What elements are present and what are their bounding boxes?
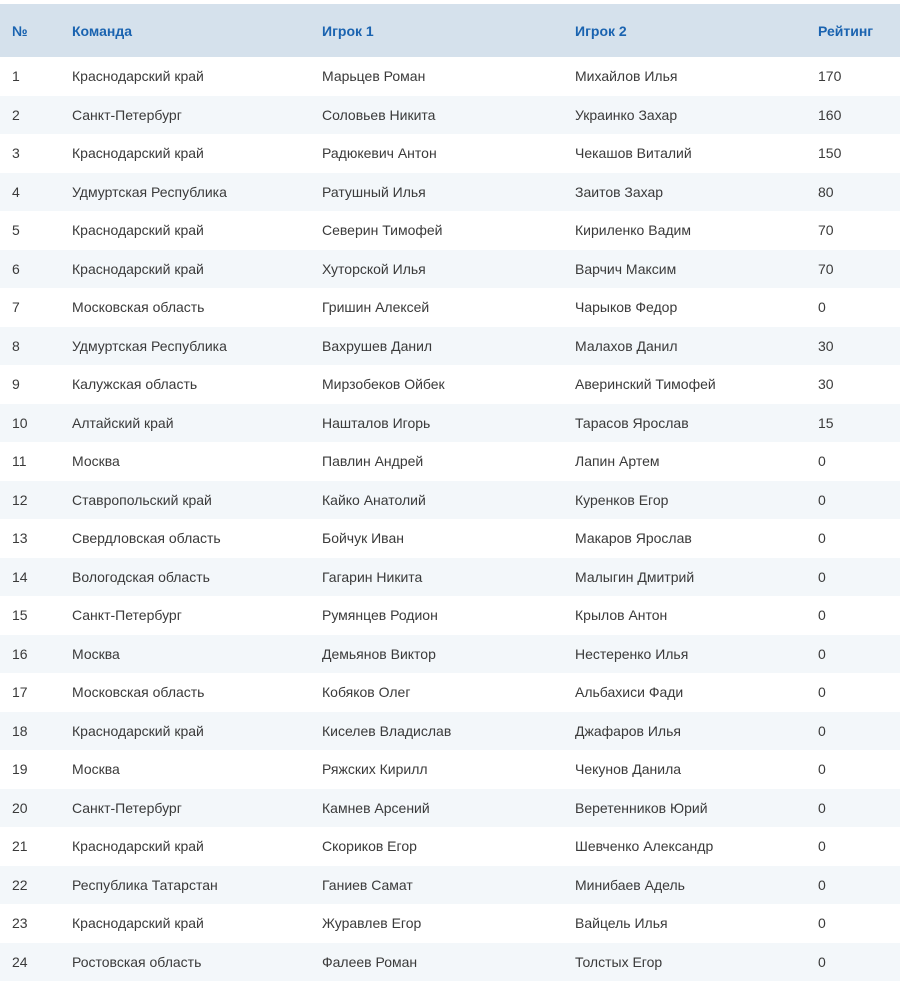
- cell-num: 1: [12, 68, 20, 85]
- cell-num: 15: [12, 607, 28, 624]
- header-player2[interactable]: Игрок 2: [575, 22, 627, 39]
- table-row: [0, 96, 900, 135]
- cell-team: Краснодарский край: [72, 145, 204, 162]
- cell-team: Ставропольский край: [72, 491, 212, 508]
- header-num[interactable]: №: [12, 22, 28, 39]
- table-row: [0, 211, 900, 250]
- header-row: [0, 4, 900, 57]
- table-row: [0, 943, 900, 982]
- cell-player1: Соловьев Никита: [322, 106, 436, 123]
- cell-player1: Павлин Андрей: [322, 453, 424, 470]
- cell-num: 23: [12, 915, 28, 932]
- cell-team: Санкт-Петербург: [72, 607, 182, 624]
- cell-player1: Ряжских Кирилл: [322, 761, 428, 778]
- cell-rating: 0: [818, 568, 826, 585]
- cell-player1: Камнев Арсений: [322, 799, 430, 816]
- header-player1[interactable]: Игрок 1: [322, 22, 374, 39]
- cell-player2: Вайцель Илья: [575, 915, 668, 932]
- cell-player2: Веретенников Юрий: [575, 799, 708, 816]
- cell-rating: 0: [818, 607, 826, 624]
- cell-team: Московская область: [72, 684, 205, 701]
- table-row: [0, 365, 900, 404]
- cell-num: 8: [12, 337, 20, 354]
- cell-num: 13: [12, 530, 28, 547]
- table-row: [0, 558, 900, 597]
- table-row: [0, 442, 900, 481]
- cell-player1: Фалеев Роман: [322, 953, 418, 970]
- cell-team: Вологодская область: [72, 568, 210, 585]
- cell-player1: Кайко Анатолий: [322, 491, 426, 508]
- cell-player2: Аверинский Тимофей: [575, 376, 716, 393]
- cell-player1: Бойчук Иван: [322, 530, 404, 547]
- cell-num: 20: [12, 799, 28, 816]
- cell-rating: 170: [818, 68, 842, 85]
- cell-player2: Тарасов Ярослав: [575, 414, 689, 431]
- header-rating[interactable]: Рейтинг: [818, 22, 874, 39]
- cell-team: Краснодарский край: [72, 838, 204, 855]
- cell-num: 12: [12, 491, 28, 508]
- cell-player1: Кобяков Олег: [322, 684, 411, 701]
- cell-team: Московская область: [72, 299, 205, 316]
- cell-player1: Ратушный Илья: [322, 183, 426, 200]
- cell-player2: Джафаров Илья: [575, 722, 681, 739]
- cell-player2: Чарыков Федор: [575, 299, 678, 316]
- cell-player2: Макаров Ярослав: [575, 530, 692, 547]
- cell-player1: Вахрушев Данил: [322, 337, 433, 354]
- cell-player1: Журавлев Егор: [322, 915, 422, 932]
- cell-player1: Киселев Владислав: [322, 722, 452, 739]
- cell-rating: 0: [818, 491, 826, 508]
- cell-num: 7: [12, 299, 20, 316]
- table-row: [0, 596, 900, 635]
- cell-num: 21: [12, 838, 28, 855]
- cell-player2: Заитов Захар: [575, 183, 664, 200]
- cell-team: Удмуртская Республика: [72, 183, 227, 200]
- table-row: [0, 134, 900, 173]
- table-row: [0, 635, 900, 674]
- cell-rating: 0: [818, 530, 826, 547]
- cell-num: 3: [12, 145, 20, 162]
- cell-team: Москва: [72, 761, 120, 778]
- cell-team: Краснодарский край: [72, 260, 204, 277]
- cell-rating: 0: [818, 915, 826, 932]
- table-body: [0, 57, 900, 981]
- cell-player1: Скориков Егор: [322, 838, 417, 855]
- cell-rating: 0: [818, 722, 826, 739]
- table-row: [0, 866, 900, 905]
- cell-rating: 0: [818, 953, 826, 970]
- cell-team: Республика Татарстан: [72, 876, 218, 893]
- table-row: [0, 288, 900, 327]
- cell-num: 16: [12, 645, 28, 662]
- cell-player1: Мирзобеков Ойбек: [322, 376, 445, 393]
- cell-team: Санкт-Петербург: [72, 106, 182, 123]
- cell-team: Санкт-Петербург: [72, 799, 182, 816]
- cell-rating: 30: [818, 376, 834, 393]
- cell-num: 4: [12, 183, 20, 200]
- header-team[interactable]: Команда: [72, 22, 132, 39]
- ranking-table: [0, 4, 900, 981]
- cell-rating: 160: [818, 106, 842, 123]
- table-row: [0, 673, 900, 712]
- table-row: [0, 404, 900, 443]
- cell-team: Краснодарский край: [72, 222, 204, 239]
- cell-num: 11: [12, 453, 27, 470]
- cell-rating: 70: [818, 260, 834, 277]
- table-row: [0, 57, 900, 96]
- cell-rating: 70: [818, 222, 834, 239]
- cell-player1: Гришин Алексей: [322, 299, 430, 316]
- cell-player2: Крылов Антон: [575, 607, 668, 624]
- cell-team: Краснодарский край: [72, 68, 204, 85]
- cell-player2: Кириленко Вадим: [575, 222, 691, 239]
- cell-team: Краснодарский край: [72, 915, 204, 932]
- cell-rating: 150: [818, 145, 842, 162]
- cell-player1: Гагарин Никита: [322, 568, 423, 585]
- table-row: [0, 327, 900, 366]
- cell-team: Ростовская область: [72, 953, 202, 970]
- table-row: [0, 789, 900, 828]
- cell-player2: Чекашов Виталий: [575, 145, 692, 162]
- table-row: [0, 250, 900, 289]
- table-row: [0, 750, 900, 789]
- cell-rating: 0: [818, 684, 826, 701]
- table-row: [0, 904, 900, 943]
- cell-team: Краснодарский край: [72, 722, 204, 739]
- cell-num: 9: [12, 376, 20, 393]
- cell-team: Алтайский край: [72, 414, 174, 431]
- cell-player1: Радюкевич Антон: [322, 145, 437, 162]
- cell-rating: 0: [818, 799, 826, 816]
- cell-player2: Малыгин Дмитрий: [575, 568, 695, 585]
- table-row: [0, 481, 900, 520]
- cell-rating: 0: [818, 876, 826, 893]
- cell-player1: Северин Тимофей: [322, 222, 443, 239]
- cell-player2: Лапин Артем: [575, 453, 660, 470]
- cell-player1: Румянцев Родион: [322, 607, 438, 624]
- cell-rating: 15: [818, 414, 834, 431]
- cell-num: 17: [12, 684, 28, 701]
- cell-player2: Альбахиси Фади: [575, 684, 684, 701]
- table-row: [0, 173, 900, 212]
- cell-player1: Марьцев Роман: [322, 68, 426, 85]
- table-row: [0, 827, 900, 866]
- table-row: [0, 712, 900, 751]
- cell-num: 14: [12, 568, 28, 585]
- cell-player1: Хуторской Илья: [322, 260, 426, 277]
- cell-team: Свердловская область: [72, 530, 221, 547]
- cell-player2: Нестеренко Илья: [575, 645, 689, 662]
- cell-num: 10: [12, 414, 28, 431]
- cell-num: 22: [12, 876, 28, 893]
- cell-rating: 0: [818, 838, 826, 855]
- cell-team: Калужская область: [72, 376, 198, 393]
- cell-num: 19: [12, 761, 28, 778]
- cell-player1: Нашталов Игорь: [322, 414, 431, 431]
- cell-player2: Минибаев Адель: [575, 876, 685, 893]
- cell-player1: Демьянов Виктор: [322, 645, 436, 662]
- cell-rating: 30: [818, 337, 834, 354]
- cell-player2: Толстых Егор: [575, 953, 663, 970]
- cell-team: Москва: [72, 453, 120, 470]
- table-header: [0, 4, 900, 57]
- cell-rating: 80: [818, 183, 834, 200]
- cell-num: 2: [12, 106, 20, 123]
- cell-player1: Ганиев Самат: [322, 876, 413, 893]
- cell-team: Москва: [72, 645, 120, 662]
- cell-team: Удмуртская Республика: [72, 337, 227, 354]
- table-row: [0, 519, 900, 558]
- cell-rating: 0: [818, 645, 826, 662]
- cell-rating: 0: [818, 299, 826, 316]
- cell-player2: Варчич Максим: [575, 260, 677, 277]
- cell-num: 24: [12, 953, 28, 970]
- cell-player2: Куренков Егор: [575, 491, 669, 508]
- cell-num: 5: [12, 222, 20, 239]
- cell-player2: Украинко Захар: [575, 106, 678, 123]
- cell-player2: Шевченко Александр: [575, 838, 714, 855]
- cell-num: 18: [12, 722, 28, 739]
- cell-rating: 0: [818, 761, 826, 778]
- cell-num: 6: [12, 260, 20, 277]
- cell-player2: Чекунов Данила: [575, 761, 682, 778]
- cell-player2: Малахов Данил: [575, 337, 678, 354]
- cell-rating: 0: [818, 453, 826, 470]
- cell-player2: Михайлов Илья: [575, 68, 678, 85]
